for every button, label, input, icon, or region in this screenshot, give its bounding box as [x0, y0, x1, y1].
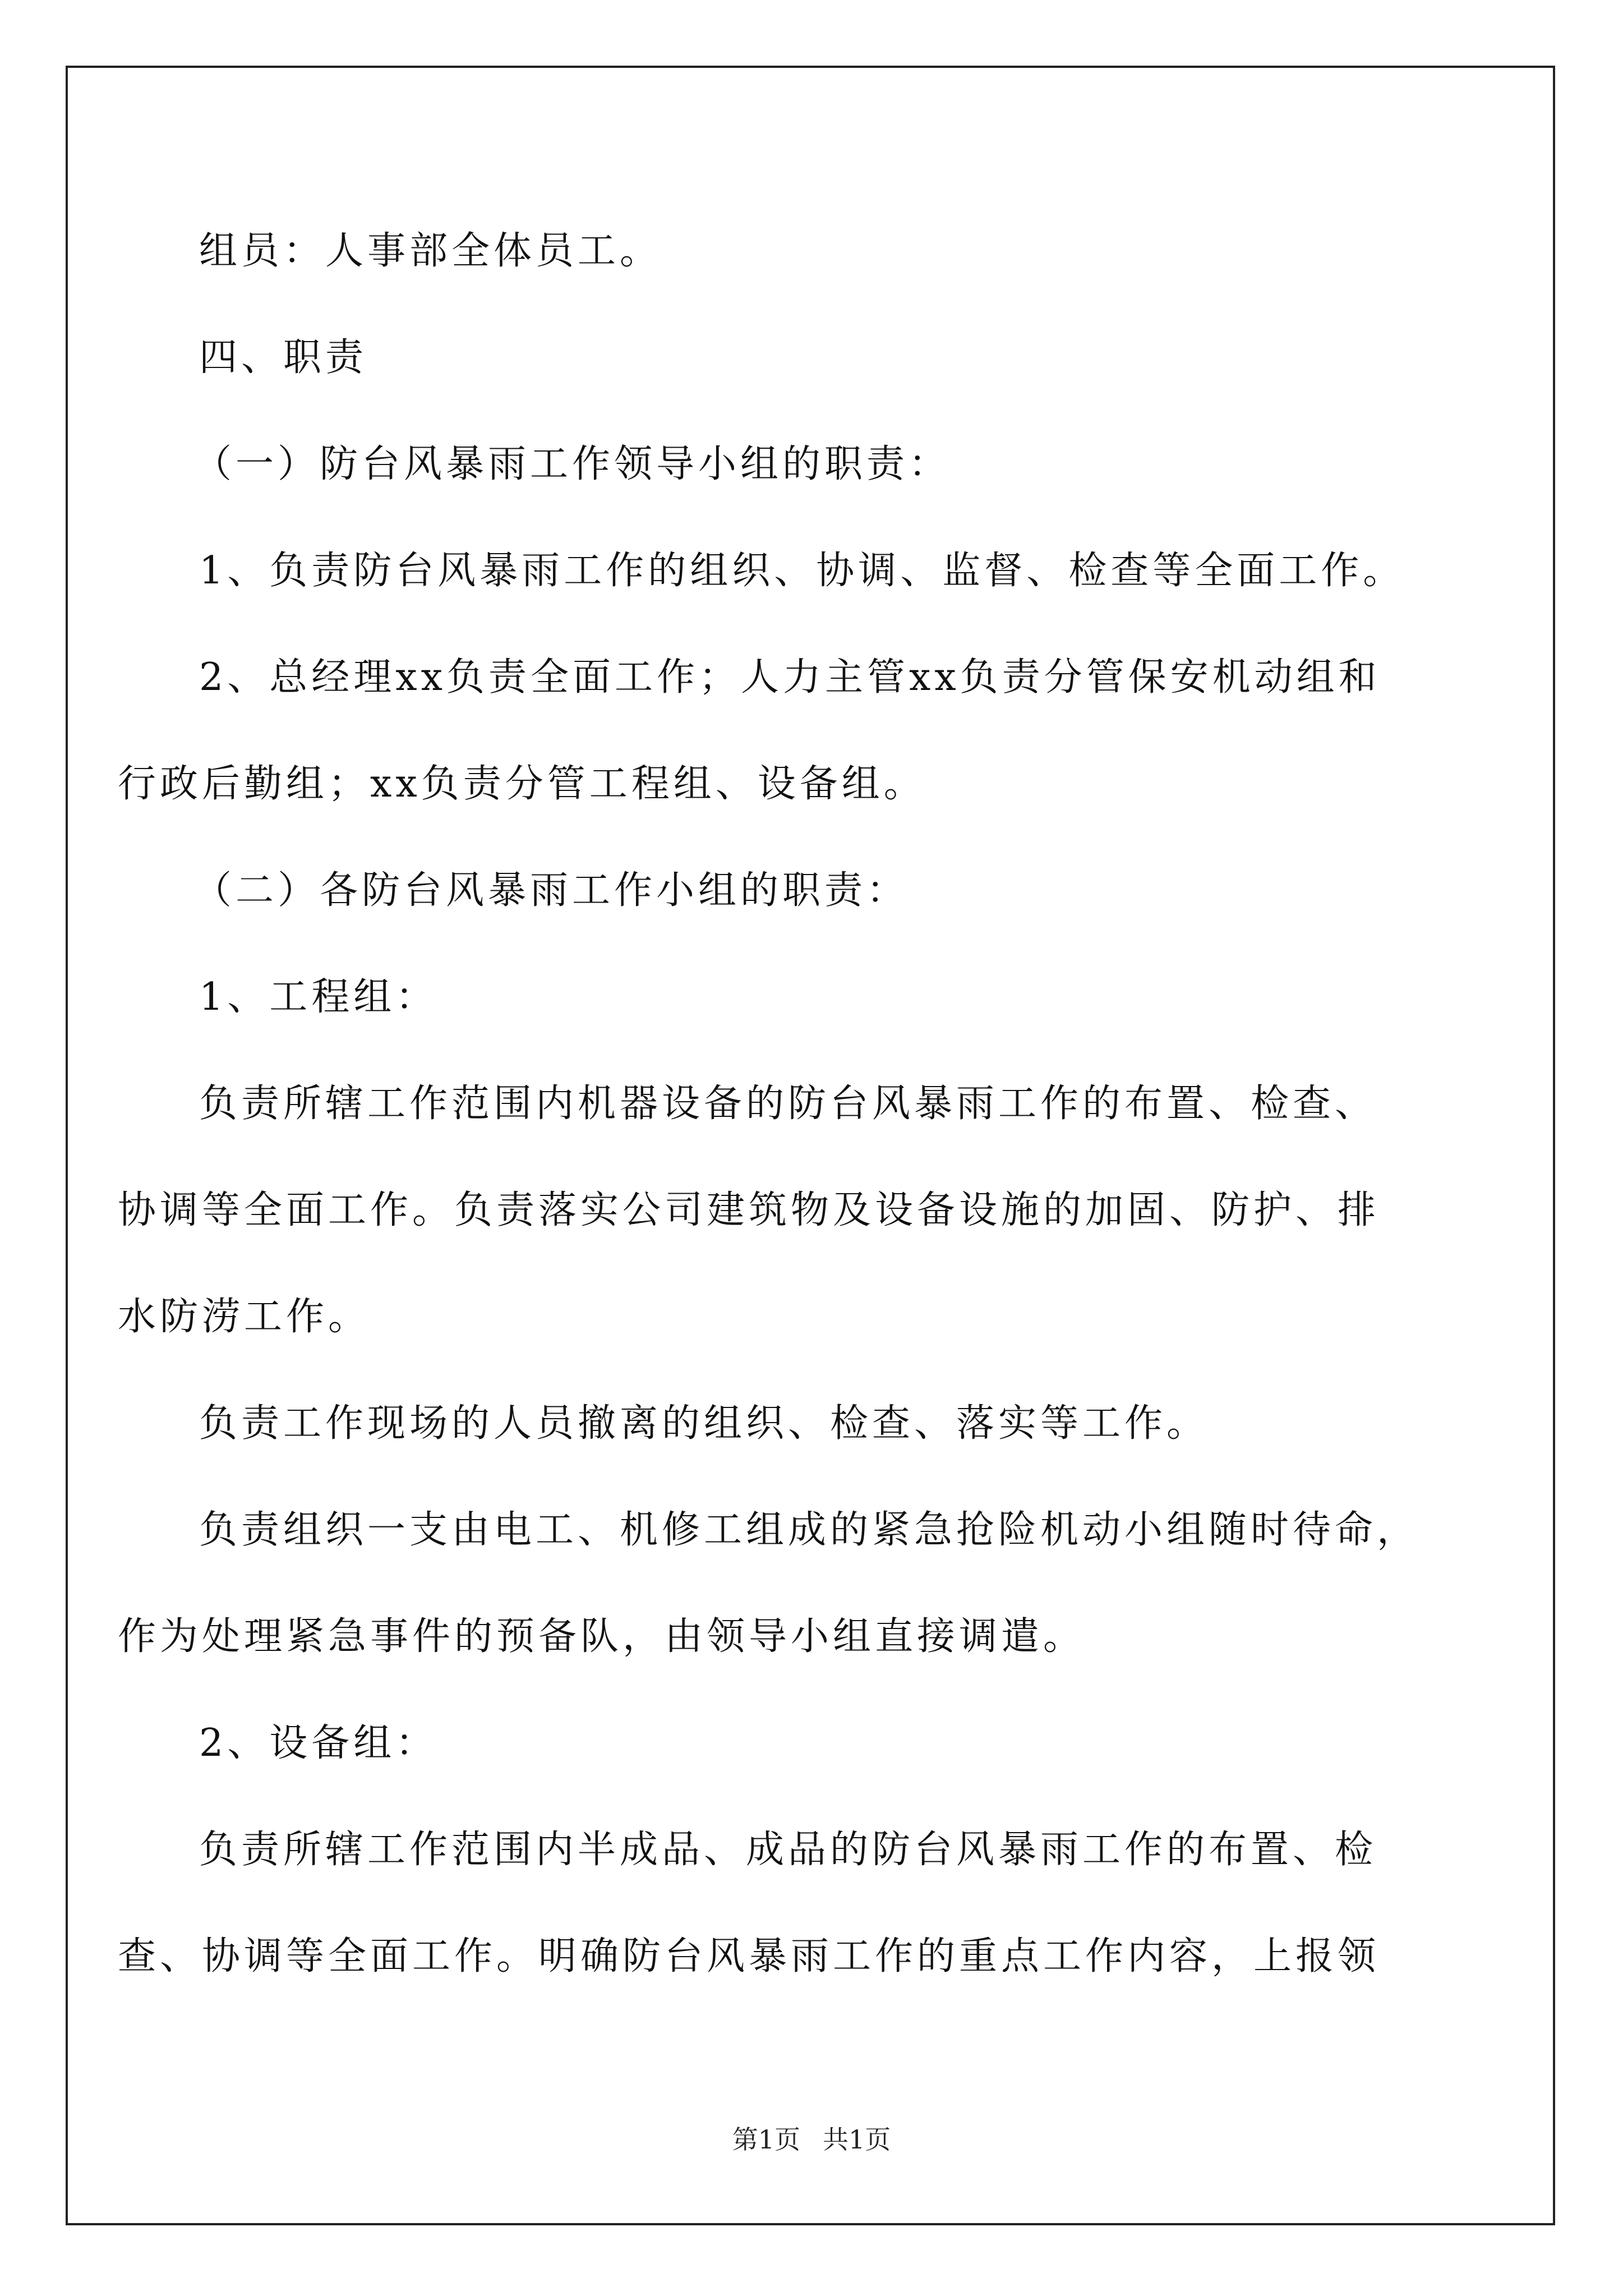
heading-engineering-group: 1、工程组： — [199, 975, 438, 1019]
heading-equipment-group: 2、设备组： — [199, 1721, 438, 1765]
page-total: 共1页 — [823, 2124, 891, 2155]
subheading-leadership-duties: （一）防台风暴雨工作领导小组的职责： — [193, 442, 951, 486]
page-number: 第1页 — [732, 2124, 800, 2155]
paragraph-engineering-duties: 负责所辖工作范围内机器设备的防台风暴雨工作的布置、检查、 协调等全面工作。负责落实公司建筑物及设备设施的加固、防护、排 水防涝工作。 — [118, 1082, 1380, 1339]
paragraph-evacuation: 负责工作现场的人员撤离的组织、检查、落实等工作。 — [199, 1401, 1209, 1446]
paragraph-members: 组员：人事部全体员工。 — [199, 229, 662, 273]
subheading-group-duties: （二）各防台风暴雨工作小组的职责： — [193, 868, 909, 913]
paragraph-item-1: 1、负责防台风暴雨工作的组织、协调、监督、检查等全面工作。 — [199, 549, 1405, 593]
document-body — [118, 224, 1433, 2036]
page-footer — [0, 2119, 1623, 2156]
paragraph-emergency-team: 负责组织一支由电工、机修工组成的紧急抢险机动小组随时待命， 作为处理紧急事件的预备队，由领导小组直接调遣。 — [118, 1508, 1419, 1659]
paragraph-equipment-duties: 负责所辖工作范围内半成品、成品的防台风暴雨工作的布置、检 查、协调等全面工作。明确防台风暴雨工作的重点工作内容，上报领 — [118, 1828, 1380, 1978]
paragraph-item-2: 2、总经理xx负责全面工作；人力主管xx负责分管保安机动组和 行政后勤组；xx负责分管工程组、设备组。 — [118, 655, 1381, 806]
heading-duties: 四、职责 — [199, 335, 368, 380]
